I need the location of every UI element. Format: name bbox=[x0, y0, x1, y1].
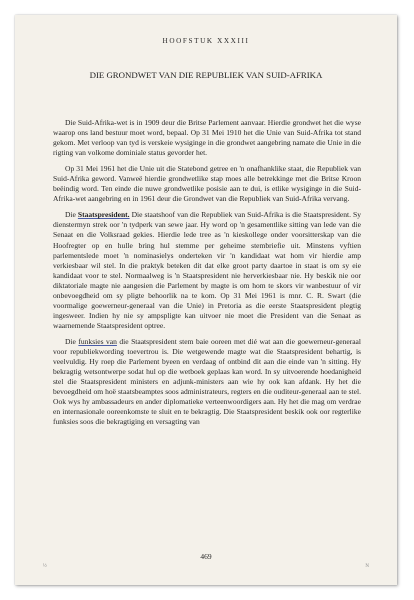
running-head: HOOFSTUK XXXIII bbox=[162, 37, 250, 45]
paragraph-4 bbox=[53, 337, 361, 427]
underlined-phrase-funksies: funksies van bbox=[78, 336, 117, 346]
chapter-title: DIE GRONDWET VAN DIE REPUBLIEK VAN SUID-AFRIKA bbox=[89, 70, 323, 80]
corner-mark-right: N bbox=[365, 564, 369, 569]
paragraph-3 bbox=[53, 210, 361, 331]
paragraph-2: Op 31 Mei 1961 het die Unie uit die Statebond getree en 'n onafhanklike staat, die Republiek van Suid-Afrika geword. Vanweë hierdie grondwetlike stap moes alle betrekkinge met die Britse Kroon beëindig word. Ten einde die nuwe grondwetlike posisie aan te dui, is etlike wysiginge in die Suid-Afrika-wet aangebring en in 1961 deur die Grondwet van die Republiek van Suid-Afrika vervang. bbox=[53, 164, 361, 204]
corner-mark-left: ½ bbox=[43, 564, 47, 569]
paragraph-4-text: die Staatspresident stem baie ooreen met dié wat aan die goewerneur-generaal voor republiekwording toevertrou is. Die wetgewende magte wat die Staatspresident behartig, is veelvuldig. Hy roep die Parlement byeen en verdaag of ontbind dit aan die einde van 'n sitting. Hy bekragtig wetsontwerpe sodat hul op die wetboek geplaas kan word. In sy uitvoerende hoedanigheid stel die Staatspresident ministers en adjunk-ministers aan wie hy ook kan afdank. Hy het die bevoegdheid om hoë staatsbeamptes soos administrateurs, regters en die ouditeur-generaal aan te stel. Ook wys hy ambassadeurs en ander diplomatieke verteenwoordigers aan. Hy het die mag om verdrae en internasionale ooreenkomste te sluit en te bekragtig. Die Staatspresident beskik ook oor regterlike funksies soos die bekragtiging en versagting van bbox=[53, 336, 362, 427]
paragraph-1: Die Suid-Afrika-wet is in 1909 deur die Britse Parlement aanvaar. Hierdie grondwet het die wyse waarop ons land bestuur moet word, bepaal. Op 31 Mei 1910 het die Unie van Suid-Afrika tot stand gekom. Met verloop van tyd is verskeie wysiginge in die grondwet aangebring namate die Unie in die rigting van volkome dominiale status gevorder het. bbox=[53, 118, 361, 158]
paragraph-3-text: Die staatshoof van die Republiek van Suid-Afrika is die Staatspresident. Sy dienstermyn strek oor 'n tydperk van sewe jaar. Hy word op 'n gesamentlike sitting van lede van die Senaat en die Volksraad gekies. Hierdie lede tree as 'n kieskollege onder voorsitterskap van die Hoofregter op en hulle bring hul stemme per geheime stembriefie uit. Minstens vyftien parlementslede moet 'n nominasielys onderteken vir 'n kandidaat wat hom vir hierdie amp verkiesbaar wil stel. In die praktyk beteken dit dat elke groot party daartoe in staat is om sy eie kandidaat voor te stel. Normaalweg is 'n Staatspresident nie herverkiesbaar nie. Hy beskik nie oor diktatoriale magte nie aangesien die Parlement by magte is om hom te skors vir wanbestuur of vir onbevoegdheid om sy pligte behoorlik na te kom. Op 31 Mei 1961 is mnr. C. R. Swart (die voormalige goewerneur-generaal van die Unie) in Pretoria as die eerste Staatspresident plegtig ingesweer. Indien hy nie sy ampspligte kan uitvoer nie moet die President van die Senaat as waarnemende Staatspresident optree. bbox=[53, 210, 361, 330]
page-number: 469 bbox=[200, 552, 212, 561]
paragraph-3-lead: Die bbox=[65, 210, 78, 220]
paragraph-4-lead: Die bbox=[65, 336, 79, 346]
book-page bbox=[15, 15, 397, 585]
section-heading-staatspresident: Staatspresident. bbox=[77, 210, 130, 220]
body-text bbox=[53, 118, 361, 433]
